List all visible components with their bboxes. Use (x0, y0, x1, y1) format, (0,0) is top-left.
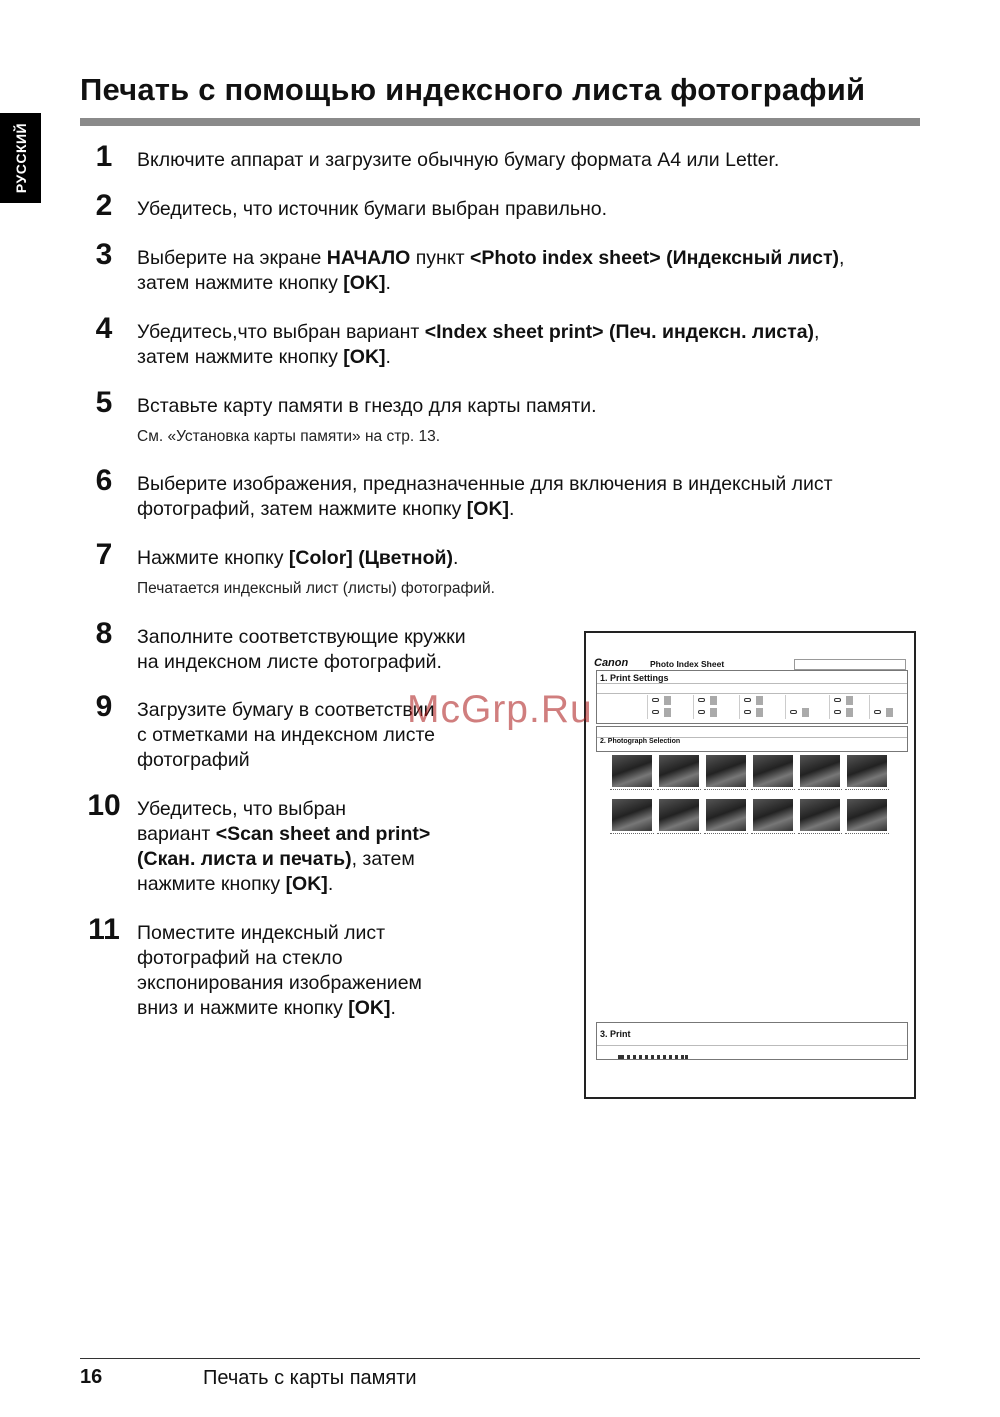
step-line-part: фотографий, затем нажмите кнопку (137, 498, 467, 520)
row-divider (597, 1045, 907, 1046)
step-line-part: Убедитесь,что выбран вариант (137, 321, 425, 343)
step-text (137, 698, 435, 773)
photo-select-row (751, 789, 795, 795)
option-circle (874, 710, 881, 714)
step-text (137, 148, 779, 173)
photo-select-row (798, 833, 842, 839)
step-line: Убедитесь, что источник бумаги выбран правильно. (137, 198, 608, 220)
menu-option: <Scan sheet and print> (215, 823, 431, 845)
step-line: Поместите индексный лист (137, 922, 386, 944)
step-line-part: вариант (137, 823, 216, 845)
button-name: [OK] (466, 498, 510, 520)
step-line-part: . (509, 498, 515, 520)
option-circle (834, 698, 841, 702)
photo-thumbnail (706, 799, 746, 831)
menu-option: (Скан. листа и печать) (137, 848, 352, 870)
step-line-part: . (385, 346, 391, 368)
step-line-part: затем нажмите кнопку (137, 272, 344, 294)
photo-select-row (751, 833, 795, 839)
paper-option-cell (785, 695, 823, 719)
button-name: [OK] (348, 997, 391, 1019)
step-line: экспонирования изображением (137, 972, 422, 994)
photo-thumbnail (612, 799, 652, 831)
step-number: 2 (95, 189, 113, 222)
step-number: 8 (95, 617, 113, 650)
paper-option-cell (829, 695, 867, 719)
photo-thumbnail (753, 755, 793, 787)
step-line: Заполните соответствующие кружки (137, 626, 466, 648)
step-number: 6 (95, 464, 113, 497)
menu-option: <Photo index sheet> (Индексный лист) (469, 247, 840, 269)
option-sample (886, 708, 893, 717)
button-name: [OK] (285, 873, 328, 895)
step-line-part: Выберите на экране (137, 247, 327, 269)
paper-option-cell (647, 695, 685, 719)
option-sample (710, 708, 717, 717)
option-sample (846, 708, 853, 717)
step-note: См. «Установка карты памяти» на стр. 13. (137, 428, 441, 445)
step-line: Выберите изображения, предназначенные для включения в индексный лист (137, 473, 833, 495)
option-circle (652, 710, 659, 714)
step-number: 4 (95, 312, 113, 345)
option-sample (756, 708, 763, 717)
step-text (137, 246, 844, 296)
mark-example-box (794, 659, 906, 670)
photo-thumbnail (800, 799, 840, 831)
photo-select-row (798, 789, 842, 795)
photo-thumbnail (659, 799, 699, 831)
step-line-part: . (390, 997, 396, 1019)
option-sample (664, 696, 671, 705)
option-sample (664, 708, 671, 717)
photo-select-row (845, 833, 889, 839)
step-text (137, 625, 466, 675)
step-line: Загрузите бумагу в соответствии (137, 699, 435, 721)
watermark: McGrp.Ru (407, 688, 593, 731)
photo-thumbnail (706, 755, 746, 787)
photo-select-row (657, 789, 701, 795)
photo-thumbnail (659, 755, 699, 787)
step-line-part: , (839, 247, 845, 269)
option-circle (652, 698, 659, 702)
option-circle (790, 710, 797, 714)
options-box (596, 726, 908, 752)
step-line-part: затем нажмите кнопку (137, 346, 344, 368)
step-line: фотографий на стекло (137, 947, 343, 969)
photo-select-row (704, 789, 748, 795)
step-line-part: пункт (410, 247, 470, 269)
language-label: РУССКИЙ (12, 122, 29, 194)
page-number: 16 (80, 1366, 103, 1388)
option-circle (698, 710, 705, 714)
language-tab (0, 113, 41, 203)
photo-select-row (657, 833, 701, 839)
print-settings-box (596, 670, 908, 724)
menu-option: <Index sheet print> (Печ. индексн. листа) (424, 321, 815, 343)
photo-thumbnail (612, 755, 652, 787)
option-circle (744, 698, 751, 702)
index-sheet-illustration (584, 631, 916, 1099)
button-name: [Color] (Цветной) (288, 547, 453, 569)
screen-name: НАЧАЛО (326, 247, 411, 269)
section-3-label: 3. Print (600, 1029, 631, 1039)
option-circle (834, 710, 841, 714)
step-number: 11 (88, 913, 120, 946)
row-divider (597, 693, 907, 694)
step-line-part: , (814, 321, 820, 343)
step-line-part: вниз и нажмите кнопку (137, 997, 349, 1019)
photo-thumbnail (753, 799, 793, 831)
option-sample (846, 696, 853, 705)
step-line: на индексном листе фотографий. (137, 651, 442, 673)
canon-logo: Canon (594, 657, 629, 669)
step-text (137, 472, 833, 522)
photo-thumbnail (847, 799, 887, 831)
step-number: 9 (95, 690, 113, 723)
photo-thumbnail (847, 755, 887, 787)
button-name: [OK] (343, 272, 386, 294)
paper-option-cell (693, 695, 731, 719)
step-line-part: Нажмите кнопку (137, 547, 289, 569)
step-line-part: . (385, 272, 391, 294)
option-sample (756, 696, 763, 705)
step-line: с отметками на индексном листе (137, 724, 436, 746)
step-text (137, 546, 495, 599)
step-number: 7 (95, 538, 113, 571)
step-line: Включите аппарат и загрузите обычную бумагу формата A4 или Letter. (137, 149, 780, 171)
row-divider (597, 683, 907, 684)
step-note: Печатается индексный лист (листы) фотографий. (137, 580, 495, 597)
step-number: 10 (87, 789, 121, 822)
step-text (137, 797, 430, 897)
step-line: фотографий (137, 749, 250, 771)
option-sample (802, 708, 809, 717)
option-circle (698, 698, 705, 702)
step-text (137, 197, 607, 222)
step-text (137, 921, 422, 1021)
step-text (137, 394, 597, 447)
section-1-label: 1. Print Settings (600, 673, 669, 683)
photo-thumbnail (800, 755, 840, 787)
option-circle (744, 710, 751, 714)
step-number: 3 (95, 238, 113, 271)
step-number: 1 (95, 140, 113, 173)
footer-section-title: Печать с карты памяти (203, 1367, 417, 1389)
step-line-part: нажмите кнопку (137, 873, 286, 895)
button-name: [OK] (343, 346, 386, 368)
step-text (137, 320, 819, 370)
step-line: Вставьте карту памяти в гнездо для карты памяти. (137, 395, 597, 417)
photo-select-row (704, 833, 748, 839)
scan-marks (618, 1055, 688, 1059)
footer-rule (80, 1358, 920, 1359)
step-line-part: . (452, 547, 459, 569)
option-sample (710, 696, 717, 705)
photo-select-row (845, 789, 889, 795)
title-rule (80, 118, 920, 126)
step-line: Убедитесь, что выбран (137, 798, 347, 820)
sheet-title: Photo Index Sheet (650, 659, 725, 669)
photo-select-row (610, 833, 654, 839)
step-line-part: . (327, 873, 334, 895)
paper-option-cell (869, 695, 907, 719)
step-number: 5 (95, 386, 113, 419)
section-2-label: 2. Photograph Selection (600, 738, 681, 745)
photo-select-row (610, 789, 654, 795)
page-title: Печать с помощью индексного листа фотографий (80, 72, 866, 107)
step-line-part: , затем (351, 848, 415, 870)
paper-option-cell (739, 695, 777, 719)
